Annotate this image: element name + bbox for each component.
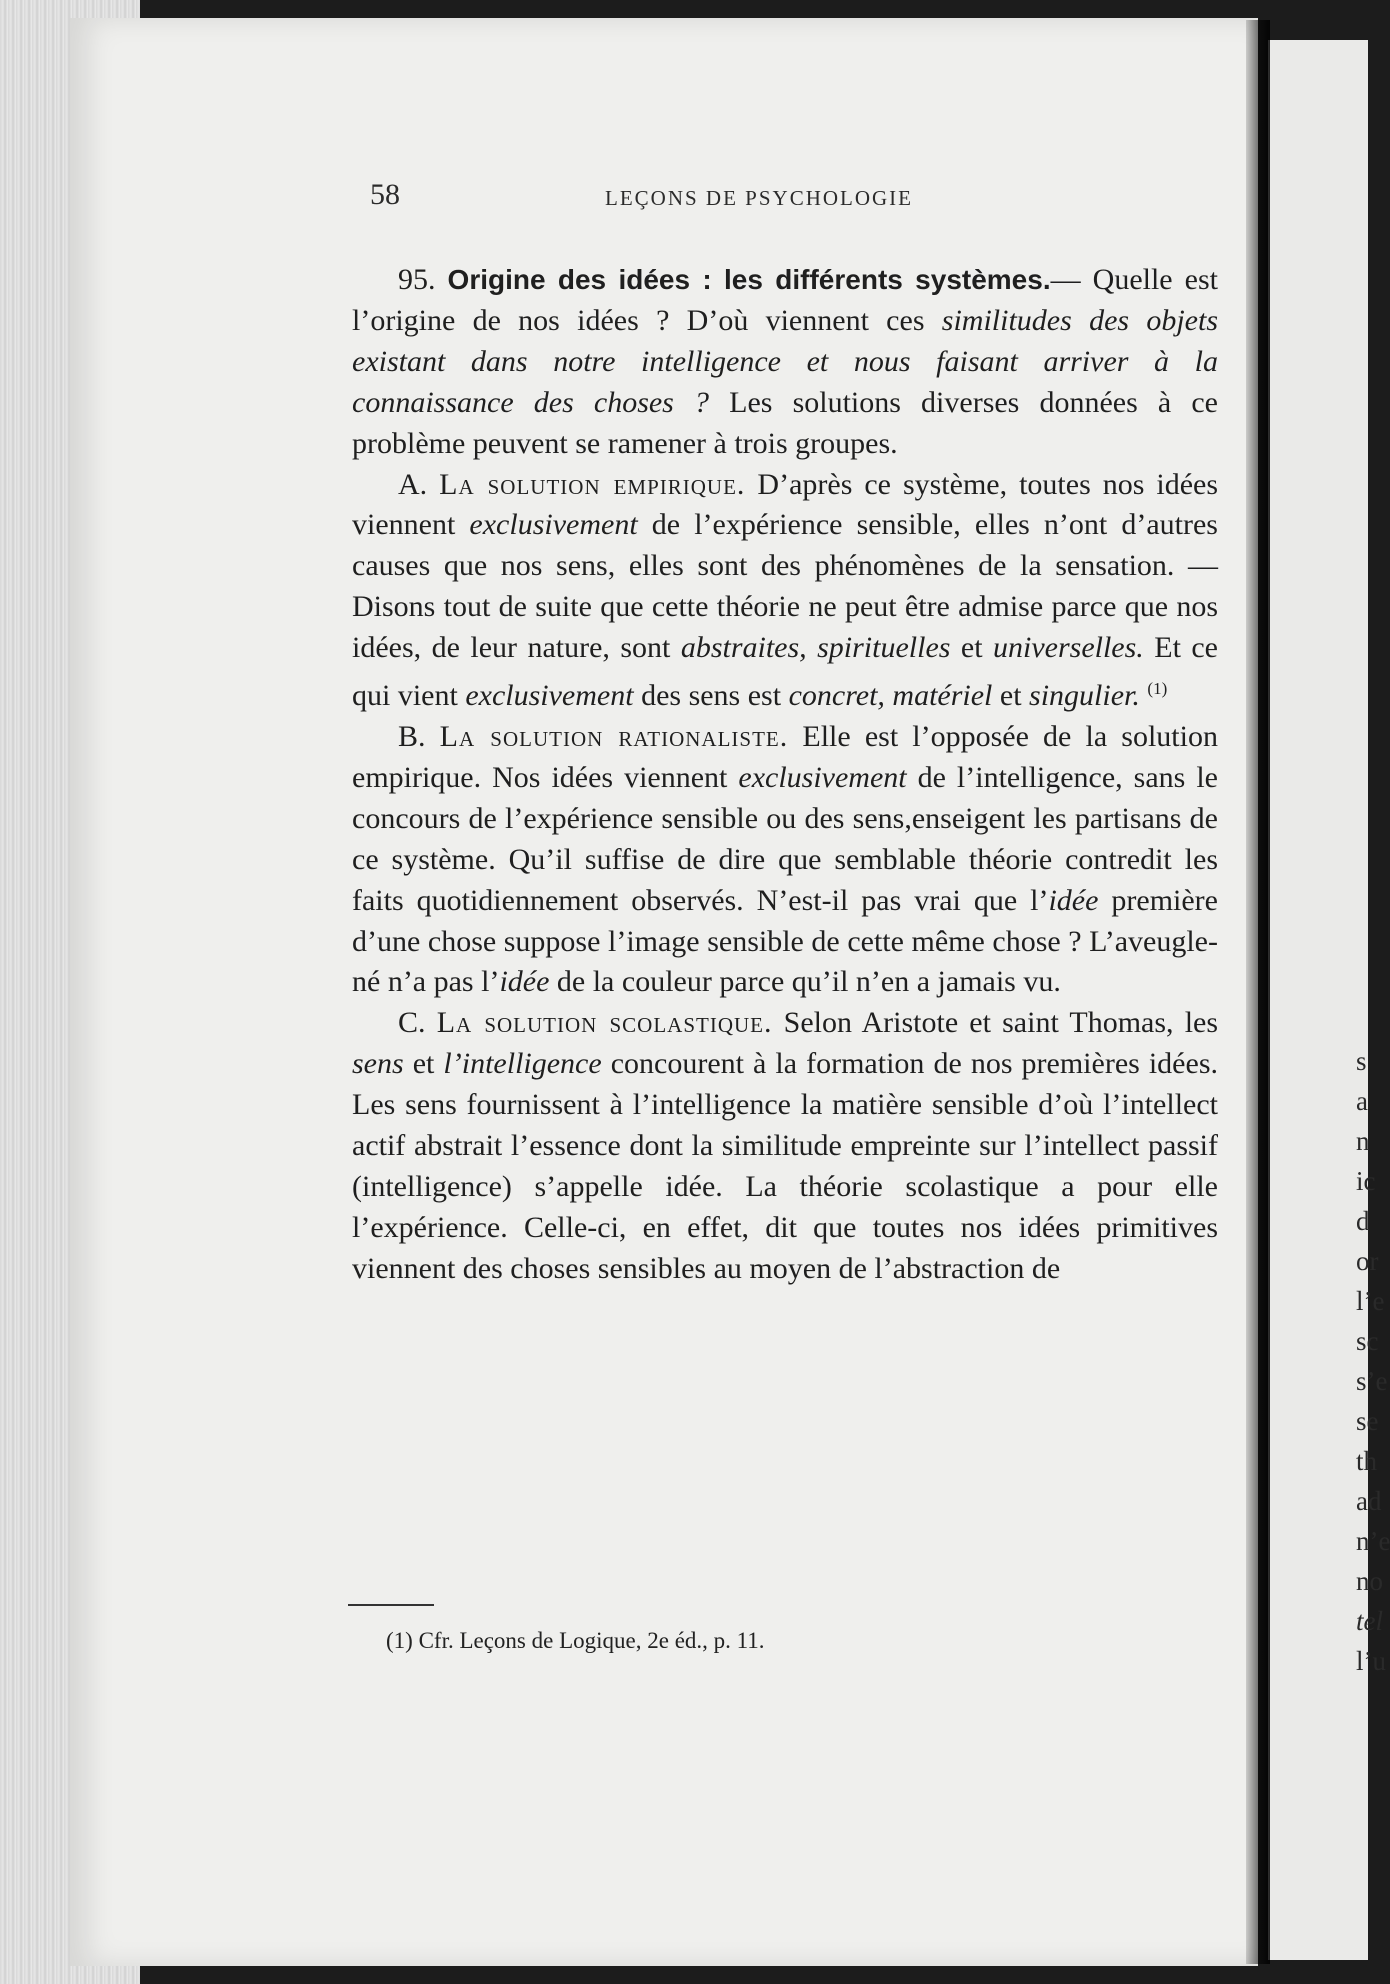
facing-page-fragment: n bbox=[1356, 1126, 1370, 1156]
text-run: Les solutions diverses données à ce problème peuvent se ramener à trois groupes. bbox=[352, 385, 1218, 460]
text-run: de la couleur parce qu’il n’en a jamais vu. bbox=[549, 965, 1061, 999]
paragraph-empirical-solution bbox=[352, 465, 1218, 717]
facing-page-fragment: or bbox=[1356, 1246, 1379, 1276]
facing-page-fragment: ic bbox=[1356, 1166, 1376, 1196]
section-number: 95. bbox=[398, 263, 436, 296]
text-run: des sens est bbox=[633, 679, 789, 713]
italic-run: abstraites, spirituelles bbox=[680, 631, 951, 665]
running-title: LEÇONS DE PSYCHOLOGIE bbox=[605, 186, 914, 210]
facing-page-fragment: l’e bbox=[1356, 1286, 1385, 1316]
facing-page-fragment: tel bbox=[1356, 1606, 1383, 1636]
facing-page-fragment: sc bbox=[1356, 1326, 1379, 1356]
facing-page-fragment: se bbox=[1356, 1406, 1379, 1436]
footnote-reference: (1) bbox=[1147, 679, 1168, 699]
book-gutter-shadow bbox=[1246, 20, 1270, 1964]
text-run: et bbox=[403, 1047, 444, 1081]
page-header bbox=[370, 178, 1000, 218]
paragraph-rationalist-solution bbox=[352, 717, 1218, 1003]
italic-run: sens bbox=[352, 1047, 404, 1081]
text-run: Et ce qui vient bbox=[352, 631, 1218, 713]
footnote: (1) Cfr. Leçons de Logique, 2e éd., p. 11. bbox=[386, 1628, 765, 1653]
facing-page-fragment: th bbox=[1356, 1446, 1378, 1476]
paragraph-scholastic-solution bbox=[352, 1003, 1218, 1289]
facing-page-fragment: s’e bbox=[1356, 1366, 1388, 1396]
body-text bbox=[352, 260, 1218, 1290]
facing-page-fragment: ad bbox=[1356, 1486, 1382, 1516]
italic-run: similitudes des objets existant dans notre intelligence et nous faisant arriver à la connaissance des choses ? bbox=[352, 303, 1219, 419]
italic-run: idée bbox=[1048, 883, 1099, 917]
facing-page-fragment: a bbox=[1356, 1086, 1368, 1116]
footnote-divider bbox=[348, 1604, 434, 1606]
text-run: Elle est l’opposée de la solution empirique. Nos idées viennent bbox=[352, 719, 1218, 794]
facing-page-fragment: n’e bbox=[1356, 1526, 1390, 1556]
text-run: Selon Aristote et saint Thomas, les bbox=[772, 1006, 1219, 1040]
italic-run: l’intelligence bbox=[443, 1047, 602, 1081]
facing-page-fragment: no bbox=[1356, 1566, 1383, 1596]
text-run: et bbox=[950, 631, 993, 665]
italic-run: singulier. bbox=[1029, 679, 1140, 713]
facing-page-fragment: l’u bbox=[1356, 1646, 1386, 1676]
item-heading: La solution rationaliste. bbox=[439, 719, 789, 753]
text-run: — Quelle est l’origine de nos idées ? D’où viennent ces bbox=[352, 263, 1218, 337]
italic-run: concret, matériel bbox=[788, 679, 993, 713]
italic-run: exclusivement bbox=[469, 508, 638, 542]
item-letter: A. bbox=[398, 467, 428, 501]
text-run: concourent à la formation de nos premières idées. Les sens fournissent à l’intelligence la matière sensible d’où l’intellect actif abstrait l’essence dont la similitude empreinte sur l’intellect passif (intelligence) s’appelle idée. La théorie scolastique a pour elle l’expérience. Celle-ci, en effet, dit que toutes nos idées primitives viennent des choses sensibles au moyen de l’abstraction de bbox=[352, 1047, 1218, 1285]
text-run: D’après ce système, toutes nos idées viennent bbox=[352, 467, 1219, 542]
section-95-paragraph bbox=[352, 260, 1218, 465]
facing-page-fragment: d bbox=[1356, 1206, 1370, 1236]
facing-page-edge bbox=[1268, 40, 1390, 1960]
item-heading: La solution scolastique. bbox=[436, 1006, 773, 1040]
italic-run: idée bbox=[499, 965, 550, 999]
text-run: de l’expérience sensible, elles n’ont d’autres causes que nos sens, elles sont des phénomènes de la sensation. — Disons tout de suite que cette théorie ne peut être admise parce que nos idées, de leur nature, sont bbox=[352, 508, 1218, 665]
italic-run: exclusivement bbox=[738, 760, 907, 794]
item-letter: B. bbox=[398, 719, 426, 753]
item-letter: C. bbox=[398, 1006, 426, 1040]
section-title: Origine des idées : les différents systèmes. bbox=[447, 264, 1051, 295]
italic-run: exclusivement bbox=[465, 679, 634, 713]
text-run: et bbox=[992, 679, 1030, 713]
italic-run: universelles. bbox=[993, 631, 1144, 665]
facing-page-fragment: s bbox=[1356, 1046, 1367, 1076]
item-heading: La solution empirique. bbox=[439, 467, 746, 501]
text-run: première d’une chose suppose l’image sensible de cette même chose ? L’aveugle-né n’a pas l’ bbox=[352, 883, 1218, 999]
page-number: 58 bbox=[370, 178, 400, 211]
text-run: de l’intelligence, sans le concours de l’expérience sensible ou des sens,enseigent les partisans de ce système. Qu’il suffise de dire que semblable théorie contredit les faits quotidiennement observés. N’est-il pas vrai que l’ bbox=[352, 760, 1218, 917]
